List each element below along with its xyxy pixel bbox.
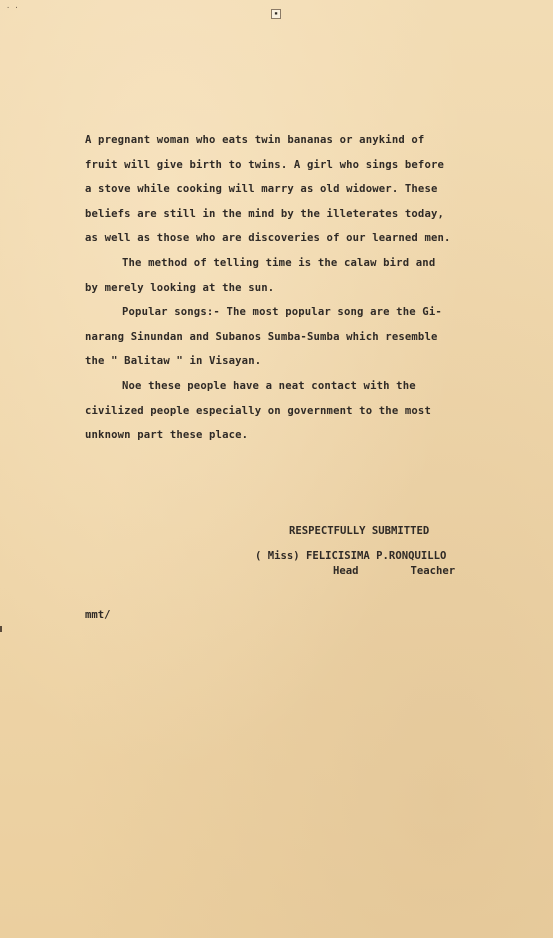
paragraph-superstitions: [85, 128, 515, 251]
text-line: the " Balitaw " in Visayan.: [85, 355, 262, 368]
text-line: fruit will give birth to twins. A girl who sings before: [85, 158, 445, 171]
text-line: by merely looking at the sun.: [85, 281, 275, 294]
text-line: beliefs are still in the mind by the illeterates today,: [85, 207, 445, 220]
text-line: narang Sinundan and Subanos Sumba-Sumba which resemble: [85, 330, 438, 343]
paragraph-popular-songs: [85, 300, 515, 374]
signer-title-head: Head: [333, 565, 359, 577]
typist-initials: mmt/: [85, 609, 111, 621]
text-line: unknown part these place.: [85, 429, 249, 442]
paragraph-contact: [85, 374, 515, 448]
signer-title-teacher: Teacher: [410, 565, 456, 577]
edge-mark: [0, 626, 6, 632]
signature-block: [255, 524, 515, 579]
body-text: [85, 128, 515, 448]
signer-name: ( Miss) FELICISIMA P.RONQUILLO: [255, 550, 447, 562]
corner-mark: · ·: [6, 4, 19, 12]
paragraph-telling-time: [85, 251, 515, 300]
signer-title: [255, 564, 515, 579]
closing-salutation: RESPECTFULLY SUBMITTED: [289, 525, 430, 537]
text-line: Popular songs:- The most popular song are the Gi-: [122, 306, 442, 319]
text-line: Noe these people have a neat contact with the: [122, 379, 416, 392]
staple-mark: ▪: [271, 9, 281, 19]
text-line: a stove while cooking will marry as old widower. These: [85, 183, 438, 196]
text-line: as well as those who are discoveries of our learned men.: [85, 232, 451, 245]
text-line: civilized people especially on government to the most: [85, 404, 431, 417]
text-line: The method of telling time is the calaw bird and: [122, 256, 436, 269]
text-line: A pregnant woman who eats twin bananas or anykind of: [85, 134, 425, 146]
